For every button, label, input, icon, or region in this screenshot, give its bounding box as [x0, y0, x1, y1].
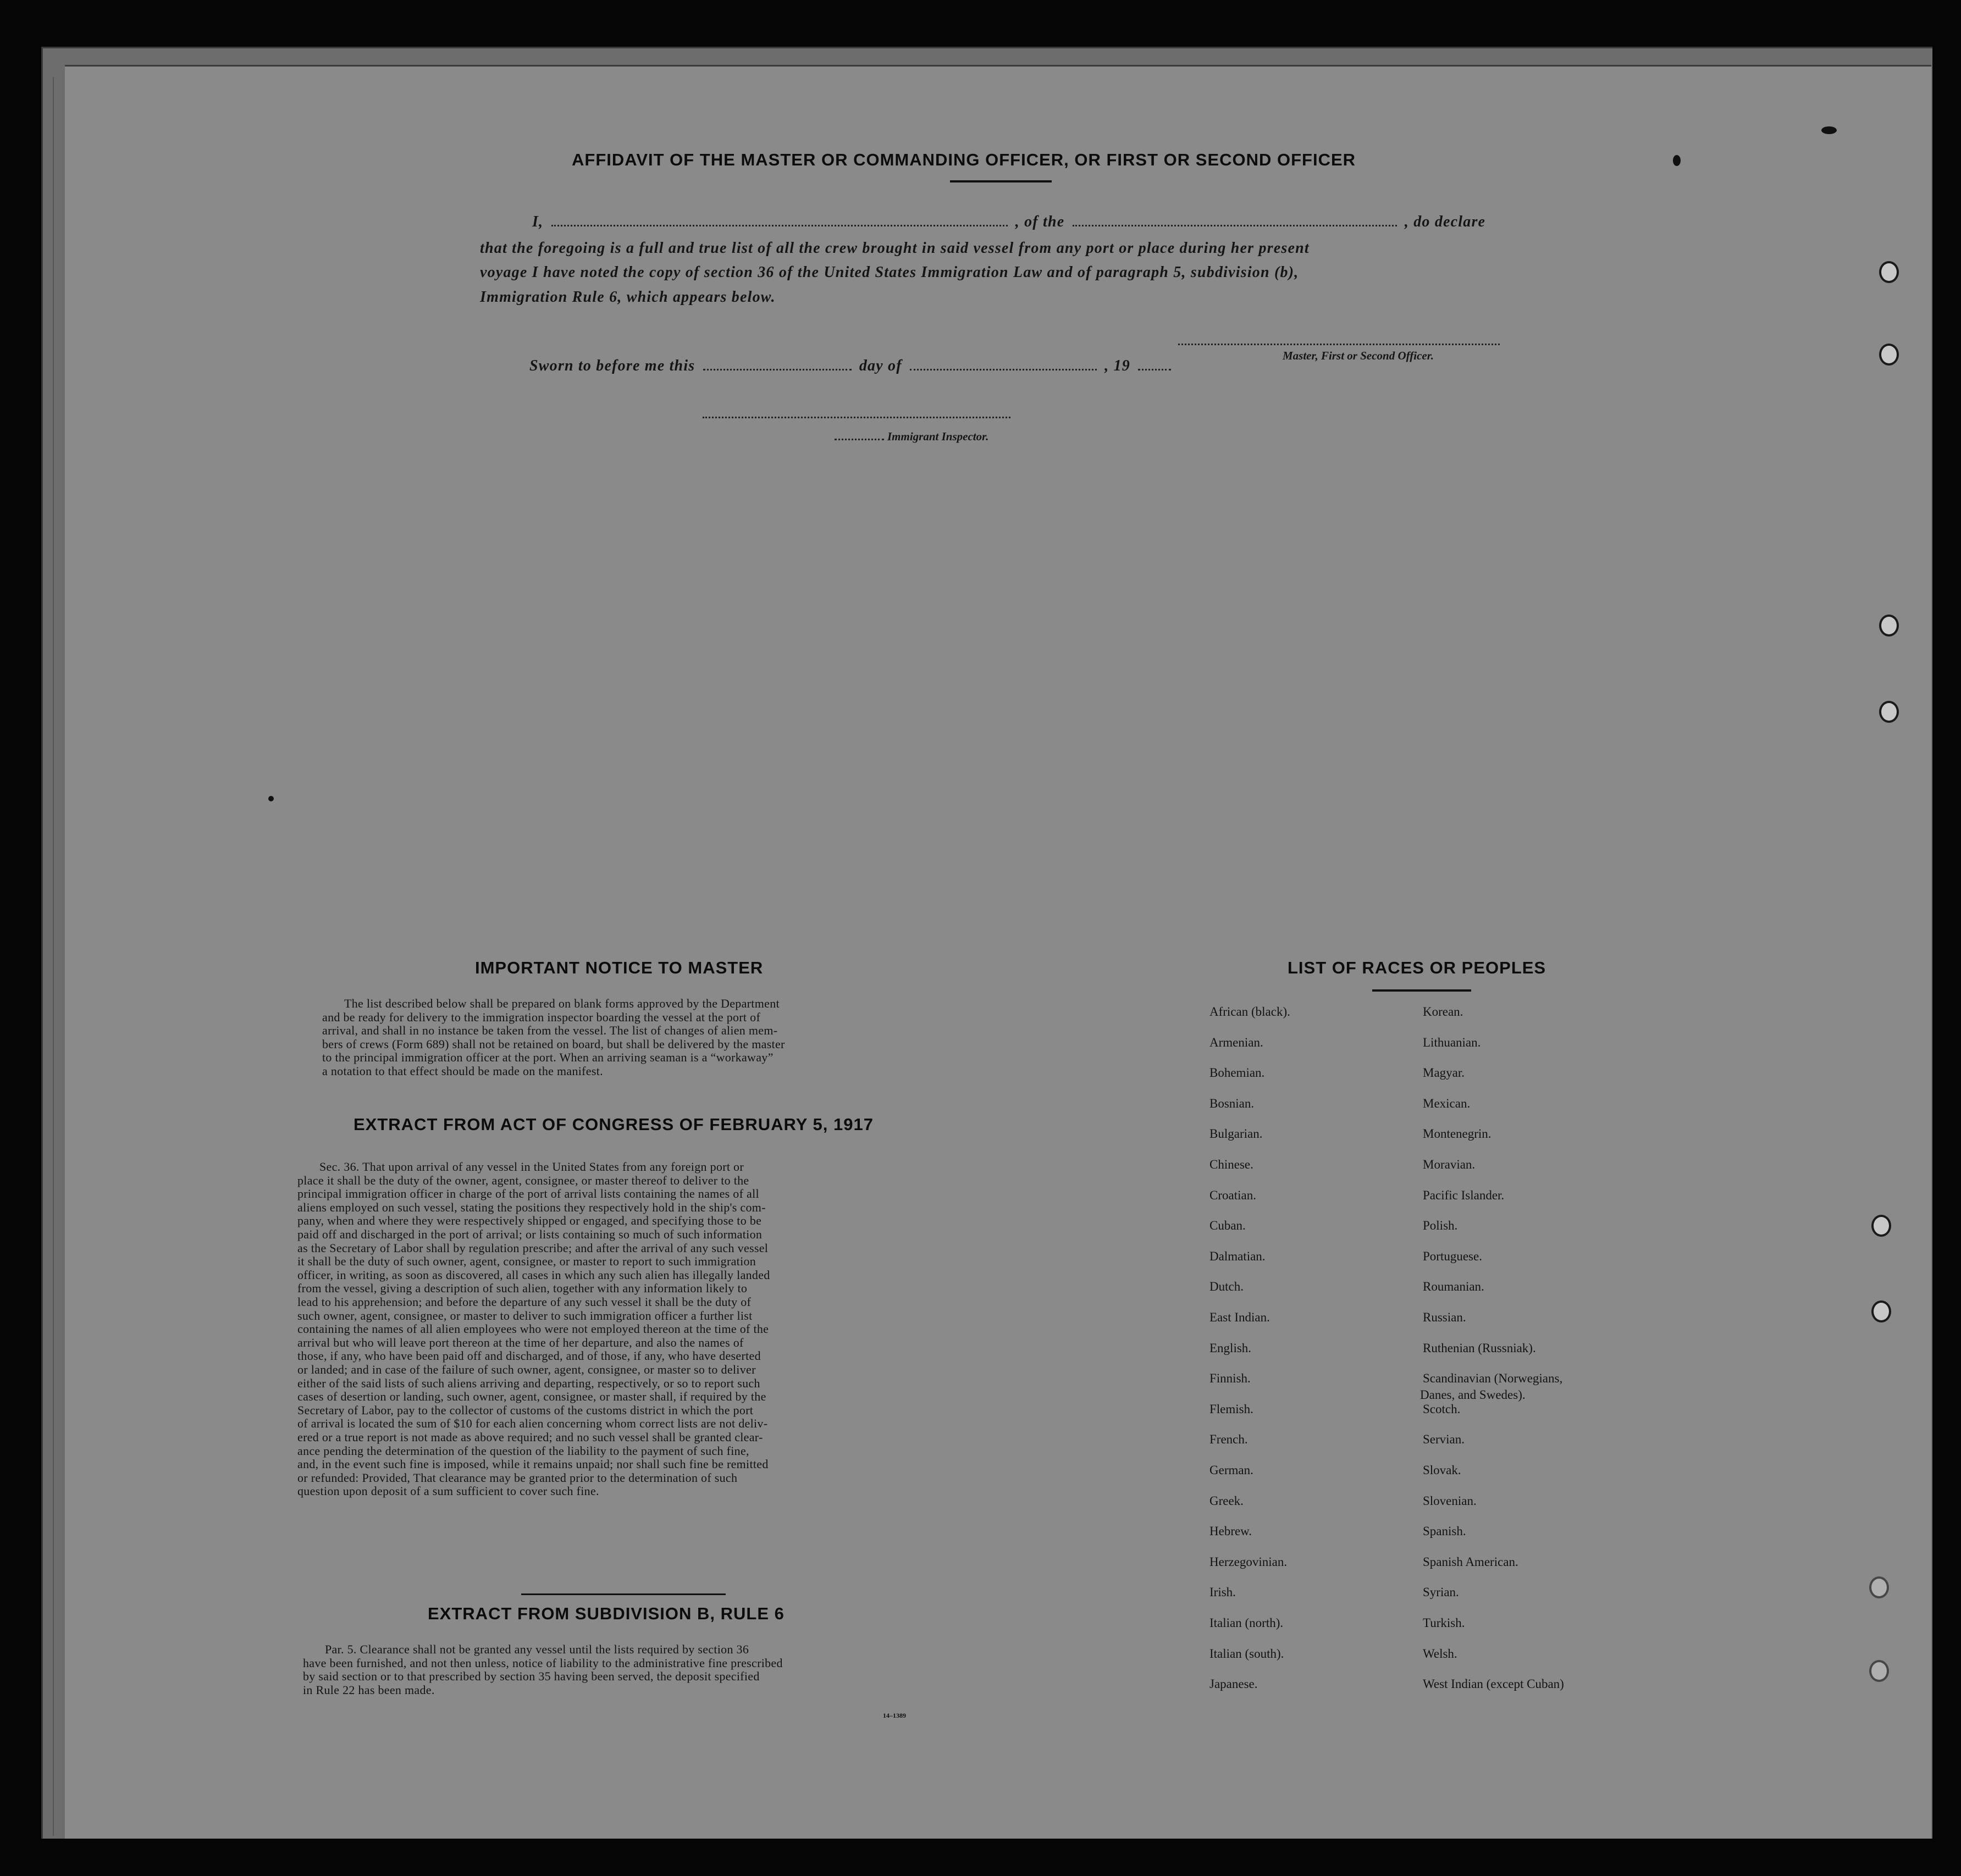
race-item: Magyar.	[1423, 1066, 1465, 1080]
affidavit-title-rule	[950, 180, 1052, 182]
punch-hole	[1879, 615, 1899, 637]
inspector-caption-text: Immigrant Inspector.	[887, 430, 989, 443]
punch-hole	[1871, 1301, 1891, 1322]
race-scandinavian-cont: Danes, and Swedes).	[1420, 1388, 1526, 1402]
race-item: Scandinavian (Norwegians,	[1423, 1371, 1563, 1386]
notice-title: IMPORTANT NOTICE TO MASTER	[475, 958, 764, 977]
race-item: Italian (north).	[1209, 1616, 1284, 1630]
notice-line: The list described below shall be prepared on blank forms approved by the Department	[344, 997, 780, 1010]
race-item: Spanish American.	[1423, 1554, 1518, 1569]
act-line: from the vessel, giving a description of such alien, together with any information likely to	[297, 1281, 748, 1296]
year-prefix: , 19	[1104, 357, 1130, 374]
race-item: Hebrew.	[1209, 1524, 1252, 1539]
act-line: ered or a true report is not made as above required; and no such vessel shall be granted clear-	[297, 1430, 763, 1444]
rule-title: EXTRACT FROM SUBDIVISION B, RULE 6	[428, 1604, 785, 1623]
punch-hole	[1871, 1215, 1891, 1237]
race-item: Croatian.	[1209, 1188, 1256, 1202]
day-blank	[703, 369, 852, 370]
race-item: Dutch.	[1209, 1280, 1244, 1294]
ink-speck	[1673, 155, 1681, 166]
race-item: Herzegovinian.	[1209, 1554, 1288, 1569]
inspector-line	[703, 417, 1010, 418]
punch-hole	[1879, 261, 1899, 283]
punch-hole	[1869, 1660, 1889, 1682]
race-item: Finnish.	[1209, 1371, 1251, 1386]
race-item: Armenian.	[1209, 1035, 1263, 1049]
race-item: Portuguese.	[1423, 1249, 1482, 1263]
race-item: Irish.	[1209, 1585, 1236, 1600]
race-item: Russian.	[1423, 1310, 1466, 1324]
race-item: Flemish.	[1209, 1402, 1253, 1416]
act-line: Secretary of Labor, pay to the collector of customs of the customs district in which the port	[297, 1403, 754, 1417]
race-item: Cuban.	[1209, 1219, 1246, 1233]
act-line: cases of desertion or landing, such owner, agent, consignee, or master shall, if required by the	[297, 1390, 766, 1404]
act-line: containing the names of all alien employees who were not employed thereon at the time of the	[297, 1322, 769, 1336]
race-item: Bulgarian.	[1209, 1127, 1263, 1141]
vessel-blank	[1073, 225, 1397, 226]
race-item: Japanese.	[1209, 1677, 1258, 1691]
affidavit-line-4: Immigration Rule 6, which appears below.	[480, 289, 776, 306]
act-line: lead to his apprehension; and before the departure of any such vessel it shall be the duty of	[297, 1295, 752, 1309]
affidavit-line-2: that the foregoing is a full and true list of all the crew brought in said vessel from any port or place during her present	[480, 240, 1310, 257]
race-item: Italian (south).	[1209, 1646, 1284, 1661]
rule-line: by said section or to that prescribed by section 35 having been served, the deposit specified	[303, 1669, 760, 1683]
race-item: Bohemian.	[1209, 1066, 1265, 1080]
act-line: arrival but who will leave port thereon at the time of her departure, and also the names of	[297, 1335, 744, 1349]
act-line: question upon deposit of a sum sufficient to cover such fine.	[297, 1484, 599, 1498]
act-line: such owner, agent, consignee, or master to deliver to such immigration officer a further list	[297, 1308, 753, 1322]
races-title: LIST OF RACES OR PEOPLES	[1288, 958, 1546, 977]
race-item: Spanish.	[1423, 1524, 1466, 1539]
race-item: Polish.	[1423, 1219, 1458, 1233]
signature-line	[1178, 344, 1500, 345]
i-label: I,	[532, 213, 544, 230]
race-item: German.	[1209, 1463, 1253, 1477]
race-item: Dalmatian.	[1209, 1249, 1266, 1263]
act-line: of arrival is located the sum of $10 for each alien concerning whom correct lists are not deliv-	[297, 1416, 768, 1431]
of-the-label: , of the	[1015, 213, 1065, 230]
race-item: Ruthenian (Russniak).	[1423, 1341, 1536, 1355]
edge-line	[41, 47, 1932, 48]
punch-hole	[1879, 701, 1899, 723]
act-line: Sec. 36. That upon arrival of any vessel in the United States from any foreign port or	[319, 1160, 744, 1174]
edge-line	[41, 47, 43, 1839]
punch-hole	[1879, 344, 1899, 366]
race-item: Mexican.	[1423, 1096, 1471, 1110]
race-item: Montenegrin.	[1423, 1127, 1492, 1141]
act-line: officer, in writing, as soon as discovered, all cases in which any such alien has illegally landed	[297, 1268, 770, 1282]
act-line: it shall be the duty of such owner, agent, consignee, or master to report to such immigration	[297, 1254, 756, 1269]
race-item: Slovak.	[1423, 1463, 1461, 1477]
rule-line: have been furnished, and not then unless, notice of liability to the administrative fine prescribed	[303, 1656, 783, 1670]
form-number: 14–1389	[883, 1712, 906, 1719]
ink-speck	[268, 796, 274, 801]
act-line: aliens employed on such vessel, stating the positions they respectively hold in the ship's com-	[297, 1200, 766, 1214]
race-item: Turkish.	[1423, 1616, 1465, 1630]
race-item: West Indian (except Cuban)	[1423, 1677, 1564, 1691]
day-of-label: day of	[859, 357, 902, 374]
affidavit-line-1	[532, 213, 1485, 231]
act-line: either of the said lists of such aliens arriving and departing, respectively, or so to report such	[297, 1376, 760, 1390]
race-item: Greek.	[1209, 1493, 1244, 1508]
race-item: Welsh.	[1423, 1646, 1457, 1661]
notice-line: to the principal immigration officer at the port. When an arriving seaman is a “workaway”	[322, 1050, 774, 1064]
act-line: ance pending the determination of the question of the liability to the payment of such fine,	[297, 1443, 749, 1458]
race-item: Syrian.	[1423, 1585, 1459, 1600]
act-line: pany, when and where they were respectively shipped or engaged, and specifying those to be	[297, 1214, 762, 1228]
race-item: English.	[1209, 1341, 1252, 1355]
sworn-line	[529, 357, 1174, 375]
punch-hole	[1869, 1576, 1889, 1598]
race-item: Roumanian.	[1423, 1280, 1484, 1294]
name-blank	[551, 225, 1008, 226]
race-item: East Indian.	[1209, 1310, 1270, 1324]
ink-speck	[1821, 126, 1837, 134]
month-blank	[910, 369, 1097, 370]
document-page	[65, 66, 1931, 1839]
notice-line: and be ready for delivery to the immigration inspector boarding the vessel at the port of	[322, 1010, 761, 1024]
rule-line: in Rule 22 has been made.	[303, 1683, 435, 1697]
race-item: Pacific Islander.	[1423, 1188, 1505, 1202]
race-item: Bosnian.	[1209, 1096, 1255, 1110]
race-item: African (black).	[1209, 1005, 1290, 1019]
act-title: EXTRACT FROM ACT OF CONGRESS OF FEBRUARY 5, 1917	[353, 1115, 874, 1134]
races-title-rule	[1372, 989, 1471, 992]
race-item: Servian.	[1423, 1432, 1465, 1447]
notice-line: bers of crews (Form 689) shall not be retained on board, but shall be delivered by the master	[322, 1037, 785, 1051]
race-item: Slovenian.	[1423, 1493, 1477, 1508]
act-line: as the Secretary of Labor shall by regulation prescribe; and after the arrival of any such vessel	[297, 1241, 769, 1255]
year-blank	[1138, 369, 1171, 370]
edge-line	[53, 77, 54, 1836]
race-item: Korean.	[1423, 1005, 1463, 1019]
edge-line	[65, 65, 1931, 67]
act-end-rule	[521, 1593, 726, 1595]
affidavit-line-3: voyage I have noted the copy of section 36 of the United States Immigration Law and of paragraph 5, subdivision (b),	[480, 264, 1299, 281]
sworn-prefix: Sworn to before me this	[529, 357, 695, 374]
affidavit-title: AFFIDAVIT OF THE MASTER OR COMMANDING OFFICER, OR FIRST OR SECOND OFFICER	[572, 150, 1356, 169]
race-item: Lithuanian.	[1423, 1035, 1481, 1049]
signature-caption: Master, First or Second Officer.	[1283, 349, 1434, 362]
notice-line: arrival, and shall in no instance be taken from the vessel. The list of changes of alien mem-	[322, 1023, 778, 1037]
act-line: place it shall be the duty of the owner, agent, consignee, or master thereof to deliver to the	[297, 1173, 749, 1187]
act-line: principal immigration officer in charge of the port of arrival lists containing the names of all	[297, 1187, 759, 1201]
act-line: or refunded: Provided, That clearance may be granted prior to the determination of such	[297, 1470, 738, 1485]
act-line: or landed; and in case of the failure of such owner, agent, consignee, or master so to deliver	[297, 1363, 756, 1376]
race-item: French.	[1209, 1432, 1248, 1447]
act-line: paid off and discharged in the port of arrival; or lists containing so much of such information	[297, 1227, 763, 1241]
race-item: Moravian.	[1423, 1158, 1476, 1171]
do-declare-label: , do declare	[1404, 213, 1486, 230]
act-line: and, in the event such fine is imposed, while it remains unpaid; nor shall such fine be remitted	[297, 1457, 769, 1471]
notice-line: a notation to that effect should be made on the manifest.	[322, 1064, 603, 1078]
race-item: Scotch.	[1423, 1402, 1461, 1416]
race-item: Chinese.	[1209, 1158, 1253, 1171]
rule-line: Par. 5. Clearance shall not be granted any vessel until the lists required by section 36	[325, 1642, 749, 1656]
act-line: those, if any, who have been paid off and discharged, and of those, if any, who have deserted	[297, 1349, 761, 1363]
inspector-caption	[835, 430, 988, 444]
